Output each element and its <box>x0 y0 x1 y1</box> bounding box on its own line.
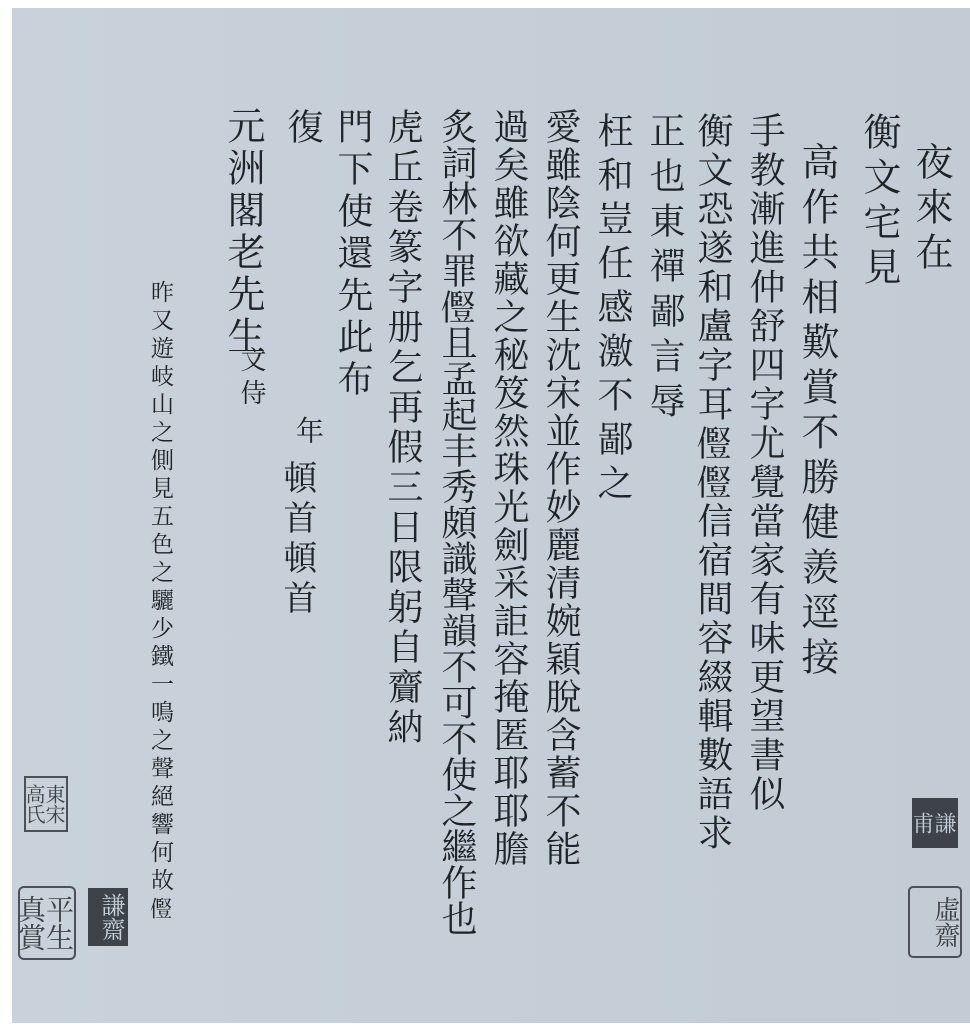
letter-column-10: 炙詞林不罪𠐊且孟起丰秀頗識聲韻不可不使之繼作也 <box>436 108 477 936</box>
postscript-note: 昨又遊岐山之側見五色之驪少鐵一鳴之聲絕響何故𠐊 <box>147 280 173 924</box>
letter-column-9: 過矣雖欲藏之秘笈然珠光劍采詎容掩匿耶耶膽 <box>488 108 529 868</box>
letter-column-1: 夜來在 <box>909 142 953 277</box>
letter-page <box>12 8 970 1023</box>
letter-column-5: 衡文恐遂和盧字耳𠐊𠐊信宿間容綴輯數語求 <box>692 112 733 853</box>
letter-column-7: 枉和豈任感激不鄙之 <box>592 112 633 508</box>
letter-column-11: 虎丘卷篆字册乞再假三日限躬自齎納 <box>382 108 423 748</box>
letter-column-4: 手教漸進仲舒四字尤覺當家有味更望書似 <box>744 112 785 814</box>
seal-lower-right: 虛齋 <box>908 886 962 958</box>
letter-column-8: 愛雖陰何更生沈宋並作妙麗清婉穎脫含蓄不能 <box>540 108 581 868</box>
letter-column-3: 高作共相歎賞不勝健羨逕接 <box>795 142 839 682</box>
year-line: 年 <box>292 416 325 451</box>
seal-dongsong-gaoshi: 東宋高氏 <box>24 776 68 832</box>
letter-column-2: 衡文宅見 <box>857 112 901 292</box>
seal-upper-right: 謙甫 <box>912 798 958 848</box>
sender-line: 文侍 <box>236 346 266 412</box>
letter-column-13: 復 <box>282 108 323 151</box>
letter-column-6: 正也東禪鄙言辱 <box>644 112 685 427</box>
seal-square-lower-left: 平生真賞 <box>18 886 76 960</box>
closing-line: 頓首頓首 <box>277 460 317 620</box>
recipient-line: 元洲閣老先生 <box>221 106 265 358</box>
seal-qian-zhai: 謙齋 <box>88 888 128 946</box>
letter-column-12: 門下使還先此布 <box>332 108 373 402</box>
